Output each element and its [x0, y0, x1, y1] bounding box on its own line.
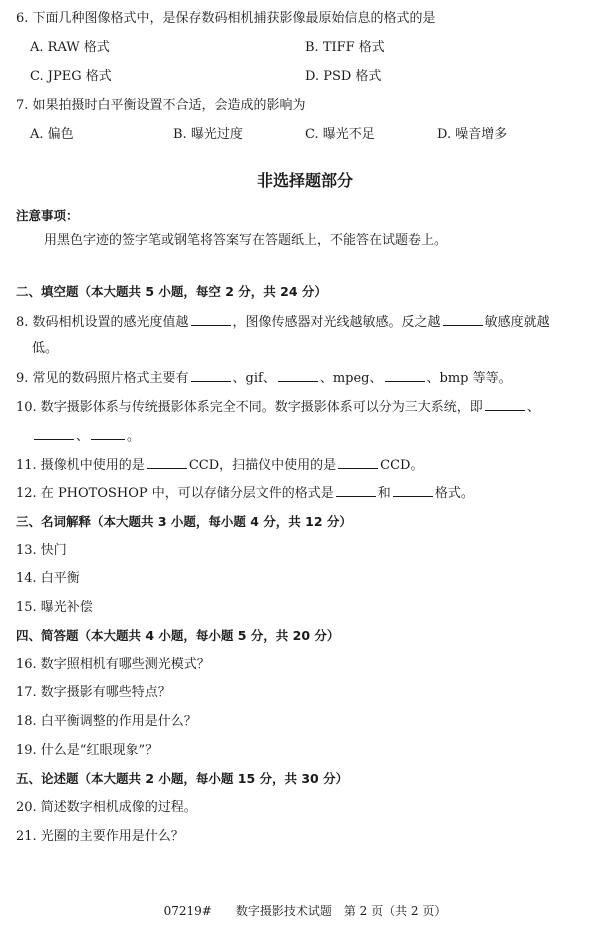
question-18: 18. 白平衡调整的作用是什么？ [16, 714, 197, 729]
question-16: 16. 数字照相机有哪些测光模式？ [16, 657, 210, 672]
answer-blank [191, 313, 231, 326]
notice-heading: 注意事项： [16, 208, 79, 223]
answer-blank [336, 484, 376, 497]
part5-heading: 五、论述题（本大题共 2 小题，每小题 15 分，共 30 分） [16, 771, 349, 786]
answer-blank [278, 369, 318, 382]
q11-text-a: 11. 摄像机中使用的是 [16, 458, 145, 473]
q7-option-b: B. 曝光过度 [173, 127, 243, 142]
q8-text-b: ，图像传感器对光线越敏感。反之越 [232, 315, 441, 330]
q12-text-a: 12. 在 PHOTOSHOP 中，可以存储分层文件的格式是 [16, 486, 334, 501]
q9-text-b: 、gif、 [232, 371, 276, 386]
answer-blank [91, 427, 125, 440]
answer-blank [485, 398, 525, 411]
page-footer: 07219# 数字摄影技术试题 第 2 页（共 2 页） [163, 904, 447, 918]
question-10 [16, 398, 540, 417]
section-title: 非选择题部分 [256, 171, 353, 190]
answer-blank [34, 427, 74, 440]
q7-option-c: C. 曝光不足 [305, 127, 375, 142]
question-15: 15. 曝光补偿 [16, 600, 93, 615]
question-13: 13. 快门 [16, 543, 67, 558]
q10-text-b: 、 [526, 400, 540, 415]
part2-heading: 二、填空题（本大题共 5 小题，每空 2 分，共 24 分） [16, 284, 327, 299]
q9-text-d: 、bmp 等等。 [426, 371, 512, 386]
q6-option-c: C. JPEG 格式 [30, 69, 112, 84]
q12-text-c: 格式。 [434, 486, 474, 501]
question-19: 19. 什么是“红眼现象”？ [16, 743, 159, 758]
question-9 [16, 369, 512, 388]
q12-text-b: 和 [377, 486, 391, 501]
q8-text-a: 8. 数码相机设置的感光度值越 [16, 315, 189, 330]
question-8 [16, 313, 550, 332]
question-17: 17. 数字摄影有哪些特点？ [16, 685, 171, 700]
answer-blank [443, 313, 483, 326]
answer-blank [147, 456, 187, 469]
q6-option-d: D. PSD 格式 [305, 69, 382, 84]
question-12 [16, 484, 474, 503]
q11-text-b: CCD，扫描仪中使用的是 [188, 458, 337, 473]
question-6-stem: 6. 下面几种图像格式中，是保存数码相机捕获影像最原始信息的格式的是 [16, 11, 436, 26]
q6-option-a: A. RAW 格式 [30, 40, 110, 55]
notice-text: 用黑色字迹的签字笔或钢笔将答案写在答题纸上，不能答在试题卷上。 [44, 233, 448, 248]
q10-text-c: 、 [76, 429, 90, 444]
answer-blank [393, 484, 433, 497]
q10-text-a: 10. 数字摄影体系与传统摄影体系完全不同。数字摄影体系可以分为三大系统，即 [16, 400, 483, 415]
q9-text-c: 、mpeg、 [319, 371, 383, 386]
answer-blank [338, 456, 378, 469]
q11-text-c: CCD。 [380, 458, 424, 473]
question-21: 21. 光圈的主要作用是什么？ [16, 829, 184, 844]
q10-text-d: 。 [127, 429, 141, 444]
q7-option-a: A. 偏色 [30, 127, 74, 142]
question-7-stem: 7. 如果拍摄时白平衡设置不合适，会造成的影响为 [16, 98, 306, 113]
q8-text-d: 低。 [32, 341, 59, 356]
answer-blank [385, 369, 425, 382]
q9-text-a: 9. 常见的数码照片格式主要有 [16, 371, 189, 386]
answer-blank [191, 369, 231, 382]
part3-heading: 三、名词解释（本大题共 3 小题，每小题 4 分，共 12 分） [16, 514, 352, 529]
q8-text-c: 敏感度就越 [484, 315, 550, 330]
question-14: 14. 白平衡 [16, 571, 80, 586]
part4-heading: 四、简答题（本大题共 4 小题，每小题 5 分，共 20 分） [16, 628, 340, 643]
question-11 [16, 456, 423, 475]
question-10-cont [32, 427, 140, 446]
q7-option-d: D. 噪音增多 [437, 127, 508, 142]
q6-option-b: B. TIFF 格式 [305, 40, 385, 55]
question-20: 20. 简述数字相机成像的过程。 [16, 800, 197, 815]
